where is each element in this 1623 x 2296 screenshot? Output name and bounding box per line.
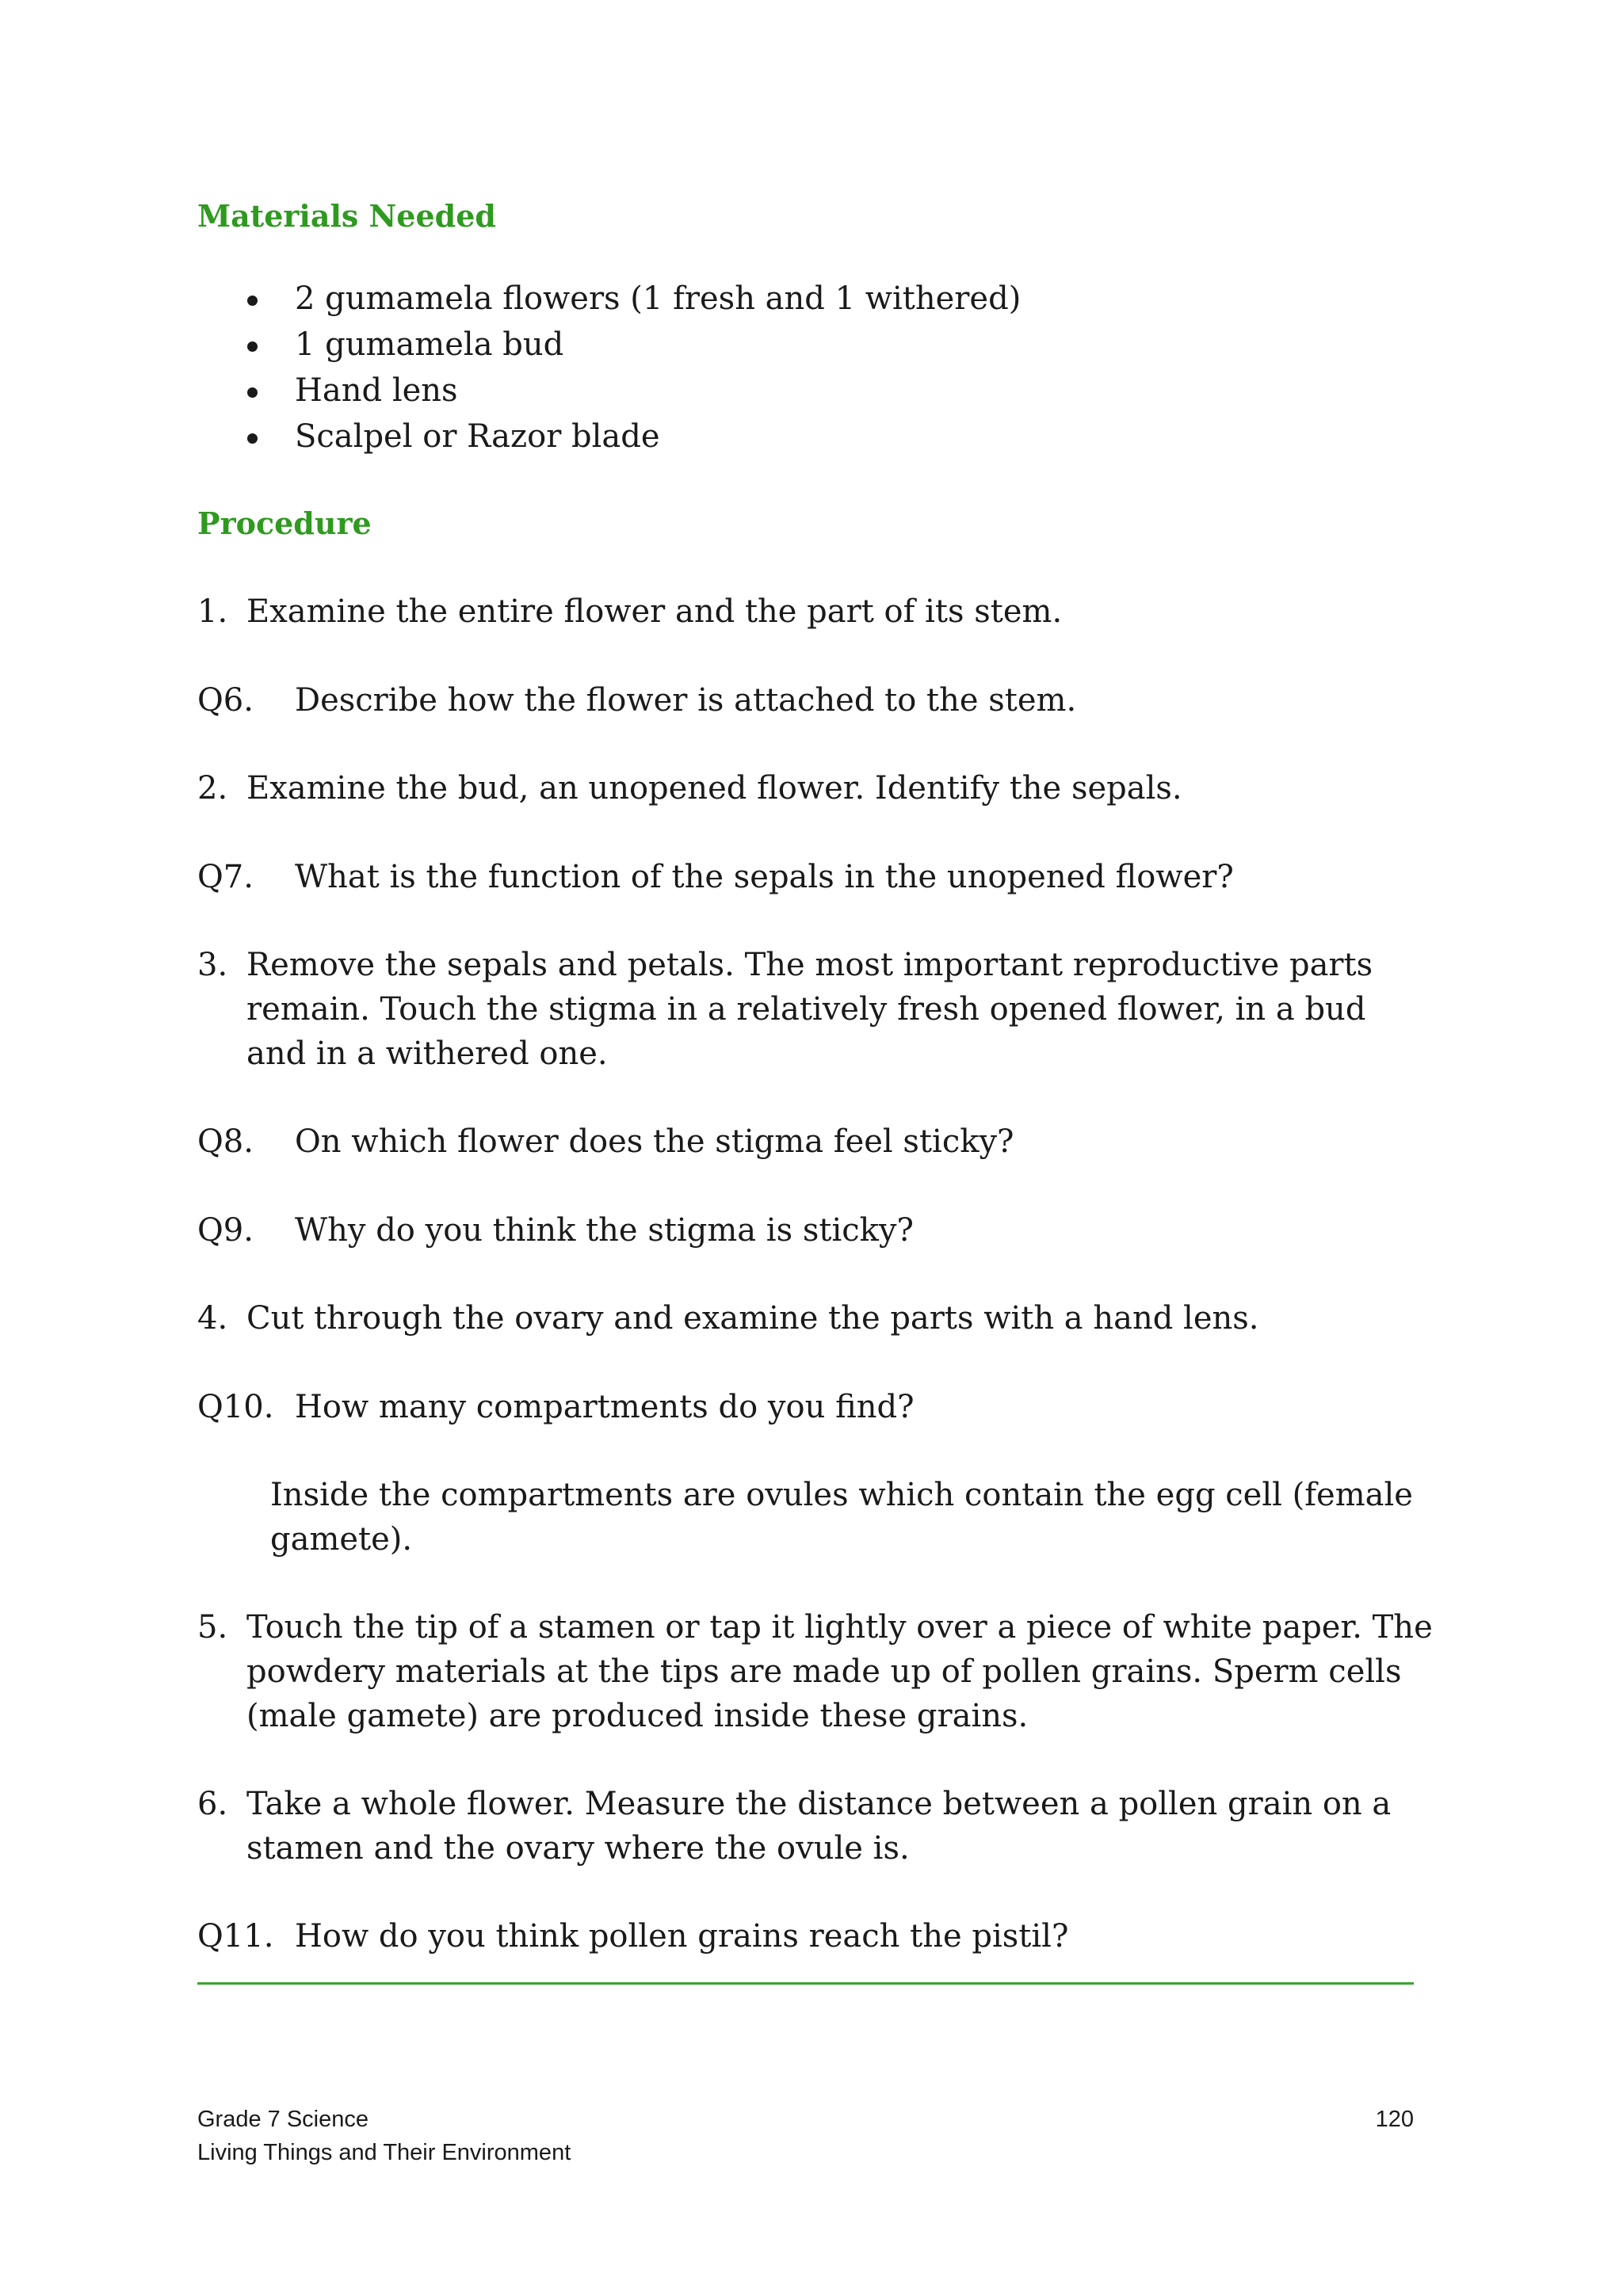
list-item: Scalpel or Razor blade xyxy=(197,414,1021,460)
procedure-step-6 xyxy=(197,1782,1434,1871)
procedure-step-5 xyxy=(197,1605,1434,1738)
footer-course-info xyxy=(197,2103,571,2169)
question-number: Q7. xyxy=(197,859,254,895)
step-text: Touch the tip of a stamen or tap it lightly over a piece of white paper. The powdery materials at the tips are made up of pollen grains. Sperm cells (male gamete) are produced inside these grains. xyxy=(246,1609,1433,1734)
step-number: 6. xyxy=(197,1786,228,1822)
procedure-step-3 xyxy=(197,943,1434,1076)
question-text: Describe how the flower is attached to the stem. xyxy=(295,682,1077,719)
step-number: 3. xyxy=(197,947,228,983)
footer-unit: Living Things and Their Environment xyxy=(197,2140,571,2165)
step-text: Examine the entire flower and the part of its stem. xyxy=(246,593,1063,630)
procedure-heading: Procedure xyxy=(197,505,372,541)
question-text: Why do you think the stigma is sticky? xyxy=(295,1212,914,1249)
question-number: Q9. xyxy=(197,1212,254,1249)
step-number: 4. xyxy=(197,1300,228,1337)
question-q9 xyxy=(197,1208,1434,1253)
question-q8 xyxy=(197,1119,1434,1164)
step-number: 2. xyxy=(197,770,228,807)
step-number: 1. xyxy=(197,593,228,630)
question-q10 xyxy=(197,1385,1434,1429)
question-q7 xyxy=(197,855,1434,899)
bullet-icon xyxy=(247,296,258,306)
question-text: What is the function of the sepals in the unopened flower? xyxy=(295,859,1234,895)
materials-list xyxy=(197,276,1021,460)
question-q11 xyxy=(197,1914,1434,1958)
bullet-icon xyxy=(247,341,258,352)
bullet-icon xyxy=(247,387,258,398)
question-number: Q6. xyxy=(197,682,254,719)
footer-divider xyxy=(197,1982,1414,1985)
step-text: Remove the sepals and petals. The most important reproductive parts remain. Touch the stigma in a relatively fresh opened flower, in a bud and in a withered one. xyxy=(246,947,1373,1072)
question-text: How many compartments do you find? xyxy=(295,1389,915,1425)
footer-course: Grade 7 Science xyxy=(197,2107,369,2132)
step-text: Cut through the ovary and examine the parts with a hand lens. xyxy=(246,1300,1259,1337)
step-number: 5. xyxy=(197,1609,228,1646)
question-text: On which flower does the stigma feel sticky? xyxy=(295,1123,1014,1160)
step-text: Examine the bud, an unopened flower. Identify the sepals. xyxy=(246,770,1182,807)
procedure-step-2 xyxy=(197,766,1434,810)
step-text: Take a whole flower. Measure the distance between a pollen grain on a stamen and the ovary where the ovule is. xyxy=(246,1786,1392,1867)
question-text: How do you think pollen grains reach the pistil? xyxy=(295,1918,1069,1955)
page-number: 120 xyxy=(1375,2107,1414,2132)
question-number: Q11. xyxy=(197,1918,274,1955)
procedure-step-4 xyxy=(197,1296,1434,1341)
list-item: Hand lens xyxy=(197,368,1021,414)
question-number: Q8. xyxy=(197,1123,254,1160)
list-item: 1 gumamela bud xyxy=(197,322,1021,368)
materials-heading: Materials Needed xyxy=(197,198,496,234)
list-item: 2 gumamela flowers (1 fresh and 1 withered) xyxy=(197,276,1021,322)
question-number: Q10. xyxy=(197,1389,274,1425)
bullet-icon xyxy=(247,433,258,444)
ovule-note: Inside the compartments are ovules which contain the egg cell (female gamete). xyxy=(270,1477,1413,1558)
procedure-step-1 xyxy=(197,589,1434,634)
question-q6 xyxy=(197,678,1434,723)
